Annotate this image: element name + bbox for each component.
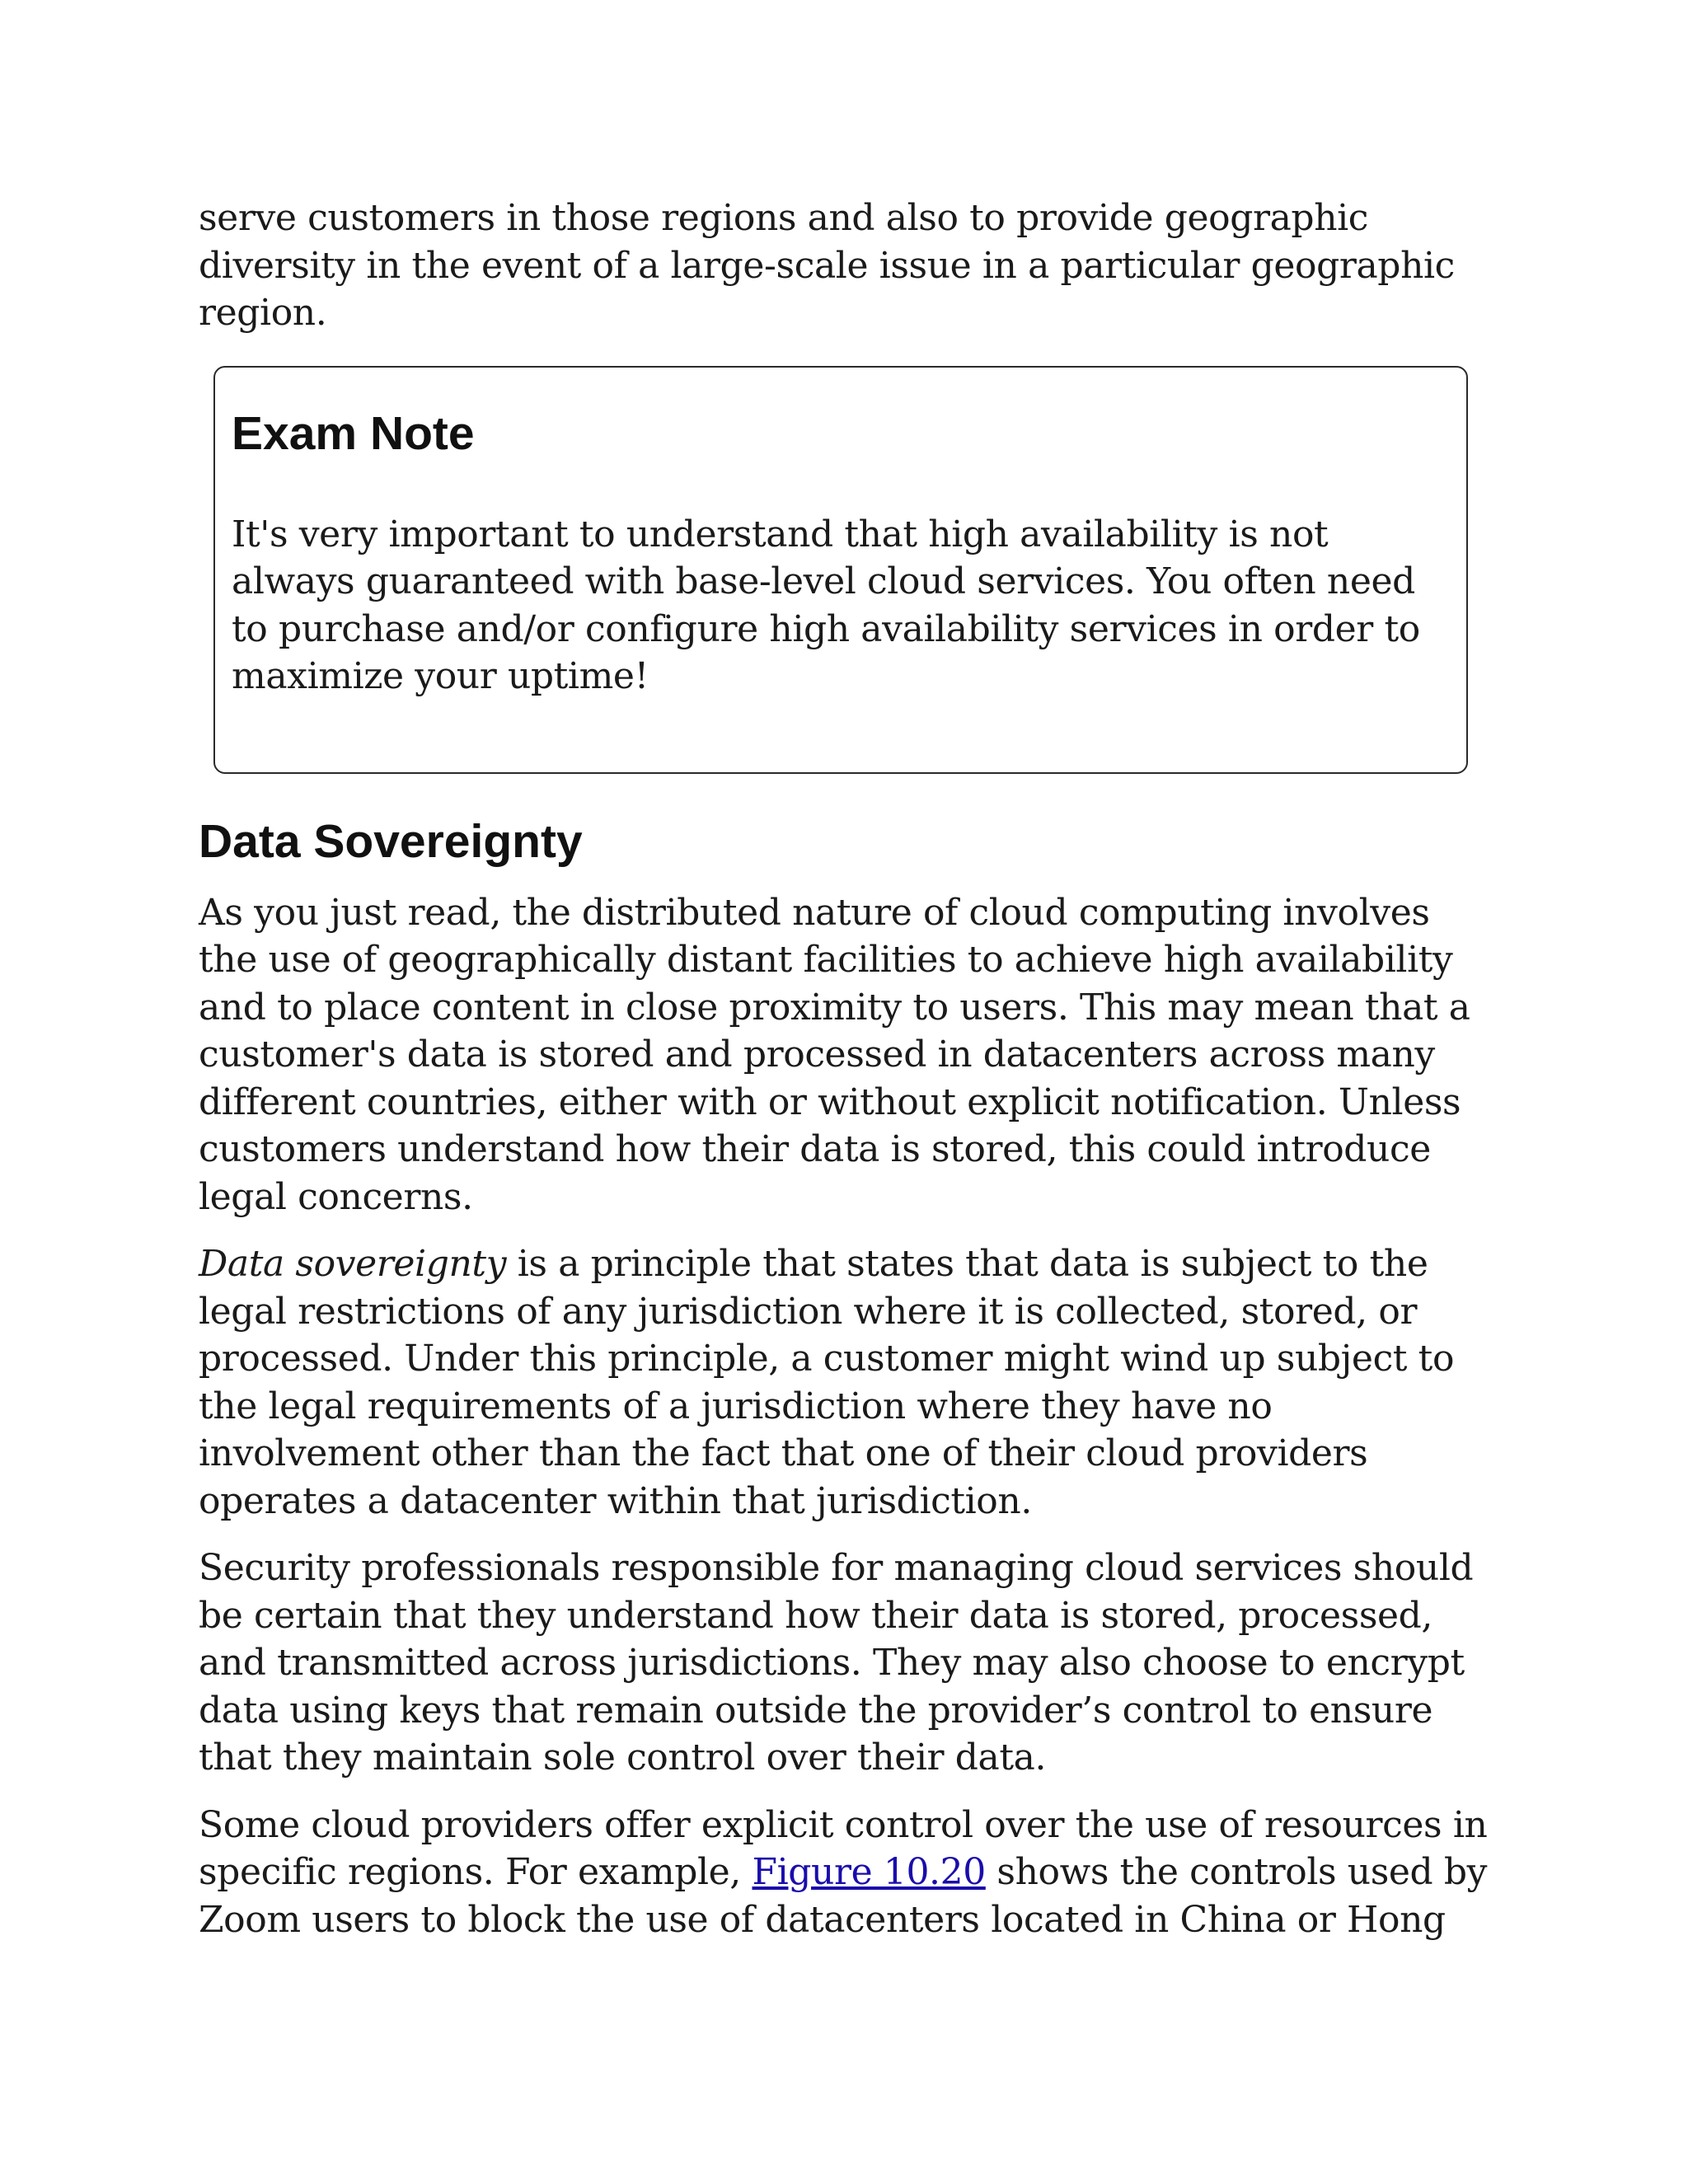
text-line: region. [199,292,327,334]
document-page [199,194,1501,1963]
text-line: operates a datacenter within that jurisdiction. [199,1479,1032,1522]
text-line: Some cloud providers offer explicit control over the use of resources in [199,1803,1488,1846]
exam-note-title: Exam Note [232,406,475,460]
text-line: legal restrictions of any jurisdiction where it is collected, stored, or [199,1290,1418,1333]
text-line: Zoom users to block the use of datacenters located in China or Hong [199,1898,1446,1941]
text-line: be certain that they understand how their data is stored, processed, [199,1594,1432,1637]
paragraph-3 [199,1544,1501,1782]
text-line: processed. Under this principle, a customer might wind up subject to [199,1338,1455,1380]
text-run: shows the controls used by [985,1851,1488,1893]
exam-note-box [213,366,1468,774]
section-heading: Data Sovereignty [199,814,583,868]
text-line: and transmitted across jurisdictions. They may also choose to encrypt [199,1642,1465,1684]
text-line: the use of geographically distant facilities to achieve high availability [199,939,1453,981]
text-line: legal concerns. [199,1175,473,1218]
figure-10-20-link[interactable]: Figure 10.20 [752,1851,986,1893]
text-line: Security professionals responsible for managing cloud services should [199,1547,1474,1589]
text-line: data using keys that remain outside the provider’s control to ensure [199,1689,1433,1732]
defined-term: Data sovereignty [199,1243,507,1285]
paragraph-4 [199,1802,1501,1944]
exam-note-text [232,511,1450,701]
text-line: serve customers in those regions and also to provide geographic [199,197,1369,239]
text-line: customers understand how their data is stored, this could introduce [199,1128,1431,1170]
text-line: to purchase and/or configure high availability services in order to [232,607,1420,650]
text-line: and to place content in close proximity to users. This may mean that a [199,986,1470,1029]
text-line: As you just read, the distributed nature of cloud computing involves [199,891,1430,934]
text-line: always guaranteed with base-level cloud services. You often need [232,560,1415,602]
intro-paragraph [199,194,1501,337]
text-line: involvement other than the fact that one of their cloud providers [199,1432,1368,1474]
text-line: different countries, either with or without explicit notification. Unless [199,1080,1461,1123]
text-run: specific regions. For example, [199,1851,753,1893]
paragraph-1 [199,889,1501,1221]
text-run: is a principle that states that data is subject to the [506,1243,1428,1285]
text-line: maximize your uptime! [232,655,649,697]
text-line [199,1849,1501,1896]
text-line: diversity in the event of a large-scale issue in a particular geographic [199,244,1455,287]
paragraph-2 [199,1240,1501,1525]
text-line: It's very important to understand that high availability is not [232,513,1329,555]
text-line: customer's data is stored and processed in datacenters across many [199,1033,1435,1076]
text-line [199,1240,1501,1288]
text-line: the legal requirements of a jurisdiction where they have no [199,1385,1273,1427]
text-line: that they maintain sole control over their data. [199,1736,1047,1779]
